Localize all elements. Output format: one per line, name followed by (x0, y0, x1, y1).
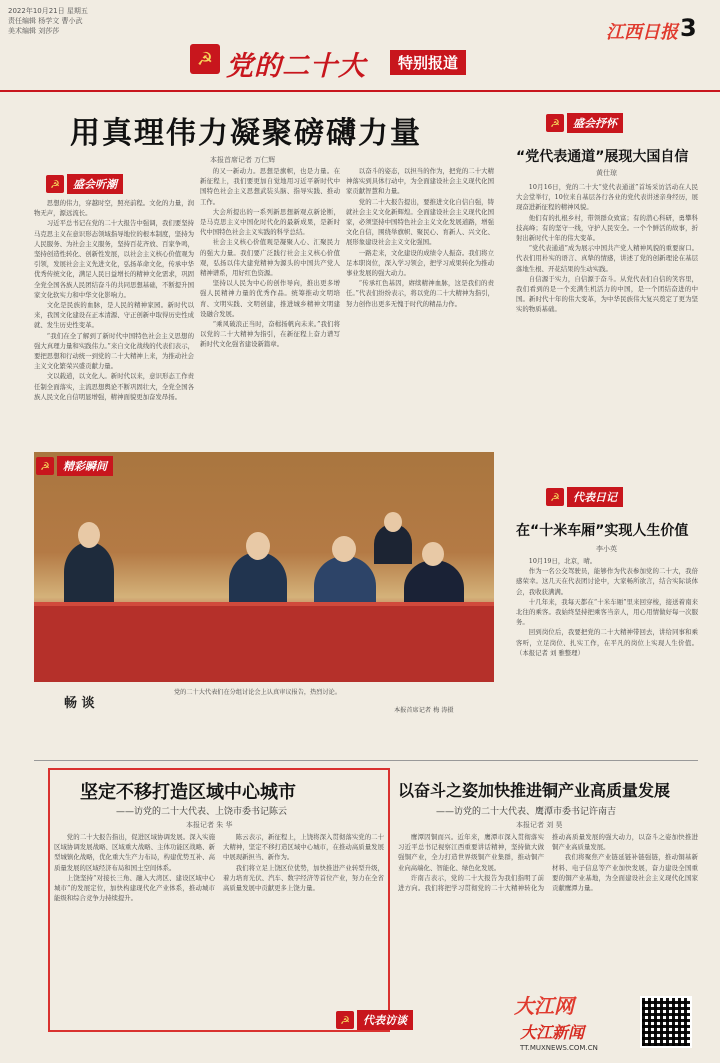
person-head (78, 522, 100, 548)
paragraph: 他们有的扎根乡村，带领群众致富；有的潜心科研，勇攀科技高峰；有的坚守一线，守护人民安全。一个个鲜活的故事，折射出新时代十年的伟大变革。 (516, 213, 698, 243)
paragraph: 坚持以人民为中心的创作导向，推出更多增强人民精神力量的优秀作品。统筹推动文明培育、文明实践、文明创建，推进城乡精神文明建设融合发展。 (200, 279, 340, 318)
paragraph: 的又一新动力。思想是旗帜，也是力量。在新征程上，我们要更加自觉地用习近平新时代中国特色社会主义思想武装头脑、指导实践、推动工作。 (200, 167, 340, 206)
right-mid-title: 在“十米车厢”实现人生价值 (516, 523, 689, 539)
paragraph: 大会所提出的一系列新思想新观点新论断，是马克思主义中国化时代化的最新成果，是新时代中国特色社会主义实践的科学总结。 (200, 207, 340, 237)
party-emblem-icon: ☭ (546, 114, 564, 132)
paragraph: 党的二十大报告提出，要推进文化自信自强，铸就社会主义文化新辉煌。全面建设社会主义现代化国家，必须坚持中国特色社会主义文化发展道路，增强文化自信，围绕举旗帜、聚民心、育新人、兴文化、展形象建设社会主义文化强国。 (346, 197, 494, 247)
bottom-left-title: 坚定不移打造区域中心城市 (80, 782, 296, 803)
section-tag-jingcai (36, 456, 113, 476)
art-credit: 美术编辑 刘莎莎 (8, 27, 60, 35)
bottom-right-byline: 本报记者 刘 昊 (516, 821, 563, 829)
paragraph: 思想的伟力，穿越时空，照亮前程。文化的力量，润物无声，源远流长。 (34, 199, 194, 218)
right-mid-article (516, 556, 698, 766)
article-column-3 (346, 166, 494, 440)
party-emblem-icon: ☭ (36, 457, 54, 475)
paragraph: 陈云表示，新征程上，上饶将深入贯彻落实党的二十大精神，坚定不移打造区域中心城市，在推动高质量发展中展现新担当、新作为。 (223, 833, 384, 862)
person-figure (64, 542, 114, 602)
bottom-right-article (398, 832, 698, 984)
section-tag-shengting (46, 174, 123, 194)
photo-caption: 党的二十大代表们在分组讨论会上认真审议报告，热烈讨论。 (174, 689, 342, 696)
banner-title: 党的二十大 (226, 51, 366, 82)
article-column-2 (200, 166, 340, 440)
paragraph: 自信源于实力，自信源于奋斗。从党代表们自信的笑容里，我们看到的是一个充满生机活力的中国，是一个团结奋进的中国。新时代十年的伟大变革，为中华民族伟大复兴奠定了更为坚实的物质基础。 (516, 274, 698, 314)
news-photo (34, 452, 494, 716)
party-emblem-icon: ☭ (546, 488, 564, 506)
paragraph: 社会主义核心价值观是凝聚人心、汇聚民力的强大力量。我们要广泛践行社会主义核心价值观，弘扬以伟大建党精神为源头的中国共产党人精神谱系，用好红色资源。 (200, 238, 340, 278)
paragraph: 10月19日，北京，晴。 (528, 557, 597, 565)
page-header (0, 0, 720, 96)
paragraph: “传承红色基因，赓续精神血脉，这是我们的责任。”代表们纷纷表示，将以党的二十大精神为指引，努力创作出更多无愧于时代的精品力作。 (346, 279, 494, 308)
bottom-right-title: 以奋斗之姿加快推进铜产业高质量发展 (398, 781, 671, 800)
page-number: 3 (680, 14, 697, 42)
paragraph: 上饶坚持“对接长三角、融入大湾区、建设区域中心城市”的发展定位，加快构建现代化产业体系，推动城市能级和综合竞争力持续提升。 (54, 873, 215, 903)
person-head (246, 532, 270, 560)
tag-label: 盛会听潮 (67, 174, 123, 194)
paragraph: 文以载道，以文化人。新时代以来，意识形态工作责任制全面落实，主流思想舆论不断巩固壮大，全党全国各族人民文化自信明显增强，精神面貌更加奋发昂扬。 (34, 372, 194, 401)
bottom-right-subtitle: ——访党的二十大代表、鹰潭市委书记许南吉 (436, 807, 617, 817)
tag-label: 代表访谈 (357, 1010, 413, 1030)
bottom-left-article (54, 832, 384, 1022)
person-head (332, 536, 356, 562)
dajiang-logo: 大江网 (514, 994, 574, 1018)
site-url: TT.MUXNEWS.COM.CN (520, 1044, 598, 1052)
editor-credit: 责任编辑 杨学文 曹小武 (8, 17, 83, 25)
paragraph: “乘风破浪正当时，奋楫扬帆向未来。”我们将以党的二十大精神为指引，在新征程上奋力谱写新时代文化强省建设新篇章。 (200, 320, 340, 349)
paragraph: 我们将立足上饶区位优势，加快推进产业转型升级，着力培育光伏、汽车、数字经济等首位产业，努力在全省高质量发展中贡献更多上饶力量。 (223, 863, 384, 893)
section-divider (34, 760, 698, 761)
paragraph: 我们将聚焦产业链延链补链强链，推动铜基新材料、电子信息等产业加快发展，奋力建设全国重要的铜产业基地，为全面建设社会主义现代化国家贡献鹰潭力量。 (552, 853, 698, 893)
party-emblem-icon: ☭ (190, 44, 220, 74)
paragraph: 十几年来，我每天都在“十米车厢”里来回穿梭，接送着南来北往的乘客。我始终坚持把乘客当亲人，用心用情做好每一次服务。 (516, 597, 698, 627)
paragraph: 文化是民族的血脉，是人民的精神家园。新时代以来，我国文化建设在正本清源、守正创新中取得历史性成就、发生历史性变革。 (34, 301, 194, 330)
qr-code-icon[interactable] (640, 996, 692, 1048)
paragraph: 回到岗位后，我要把党的二十大精神带回去，讲给同事和乘客听，立足岗位、扎实工作，在平凡的岗位上实现人生价值。（本报记者 刘 雅整理） (516, 628, 698, 657)
tag-label: 盛会抒怀 (567, 113, 623, 133)
meeting-table (34, 602, 494, 682)
person-head (422, 542, 444, 566)
section-tag-shuhuai (546, 113, 623, 133)
main-byline: 本报首席记者 万仁辉 (210, 156, 276, 164)
dajiang-news-logo: 大江新闻 (520, 1023, 585, 1042)
person-head (384, 512, 402, 532)
paragraph: 10月16日，党的二十大“党代表通道”首场采访活动在人民大会堂举行，10位来自基层各行各业的党代表讲述亲身经历，展现奋进新征程的精神风貌。 (516, 183, 698, 212)
paragraph: 作为一名公交驾驶员，能够作为代表参加党的二十大，我倍感荣幸。这几天在代表团讨论中，大家畅所欲言，结合实际谈体会，我收获满满。 (516, 567, 698, 596)
photo-credit: 本报首席记者 梅 涛摄 (394, 707, 454, 714)
party-emblem-icon: ☭ (46, 175, 64, 193)
party-emblem-icon: ☭ (336, 1011, 354, 1029)
main-headline: 用真理伟力凝聚磅礴力量 (70, 116, 422, 151)
banner-special: 特别报道 (390, 50, 466, 75)
photo-label: 畅 谈 (64, 696, 95, 711)
paper-logo: 江西日报 (606, 22, 678, 43)
paragraph: 习近平总书记在党的二十大报告中强调，我们要坚持马克思主义在意识形态领域指导地位的根本制度，坚持为人民服务、为社会主义服务，坚持百花齐放、百家争鸣，坚持创造性转化、创新性发展，以社会主义核心价值观为引领，发展社会主义先进文化，弘扬革命文化，传承中华优秀传统文化，满足人民日益增长的精神文化需求，巩固全党全国各族人民团结奋斗的共同思想基础，不断提升国家文化软实力和中华文化影响力。 (34, 219, 194, 299)
right-top-title: “党代表通道”展现大国自信 (516, 149, 689, 165)
right-top-article (516, 182, 698, 472)
article-column-1 (34, 198, 194, 438)
header-divider (0, 90, 720, 92)
paragraph: “我们在全了解到了新时代中国特色社会主义思想的强大真理力量和实践伟力。”来自文化战线的代表们表示，要把思想和行动统一到党的二十大精神上来，为推动社会主义文化繁荣兴盛贡献力量。 (34, 331, 194, 371)
paragraph: 许南吉表示，党的二十大报告为我们指明了前进方向。我们将把学习贯彻党的二十大精神转化为推动高质量发展的强大动力，以奋斗之姿加快推进铜产业高质量发展。 (398, 833, 698, 893)
paragraph: 党的二十大报告指出，促进区域协调发展。深入实施区域协调发展战略、区域重大战略、主体功能区战略、新型城镇化战略，优化重大生产力布局，构建优势互补、高质量发展的区域经济布局和国土空间体系。 (54, 833, 215, 872)
section-tag-daibiao (546, 487, 623, 507)
paragraph: “党代表通道”成为展示中国共产党人精神风貌的重要窗口。代表们用朴实的语言、真挚的情感，讲述了党的创新理论在基层落地生根、开花结果的生动实践。 (516, 244, 698, 273)
paragraph: 一路走来，文化建设的成绩令人振奋。我们将立足本职岗位，深入学习领会，把学习成果转化为推动事业发展的强大动力。 (346, 248, 494, 278)
right-top-author: 黄仕琼 (596, 169, 617, 177)
paragraph: 以奋斗的姿态，以担当的作为，把党的二十大精神落实到具体行动中，为全面建设社会主义现代化国家贡献智慧和力量。 (346, 167, 494, 196)
tag-label: 精彩瞬间 (57, 456, 113, 476)
bottom-left-subtitle: ——访党的二十大代表、上饶市委书记陈云 (116, 807, 288, 817)
paragraph: 鹰潭因铜而兴。近年来，鹰潭市深入贯彻落实习近平总书记视察江西重要讲话精神，坚持做大做强铜产业，全力打造世界级铜产业集群，推动铜产业向高端化、智能化、绿色化发展。 (398, 833, 544, 872)
bottom-left-byline: 本报记者 朱 华 (186, 821, 233, 829)
tag-label: 代表日记 (567, 487, 623, 507)
right-mid-author: 李小英 (596, 545, 617, 553)
issue-date: 2022年10月21日 星期五 (8, 7, 88, 15)
section-tag-fangtan (336, 1010, 413, 1030)
